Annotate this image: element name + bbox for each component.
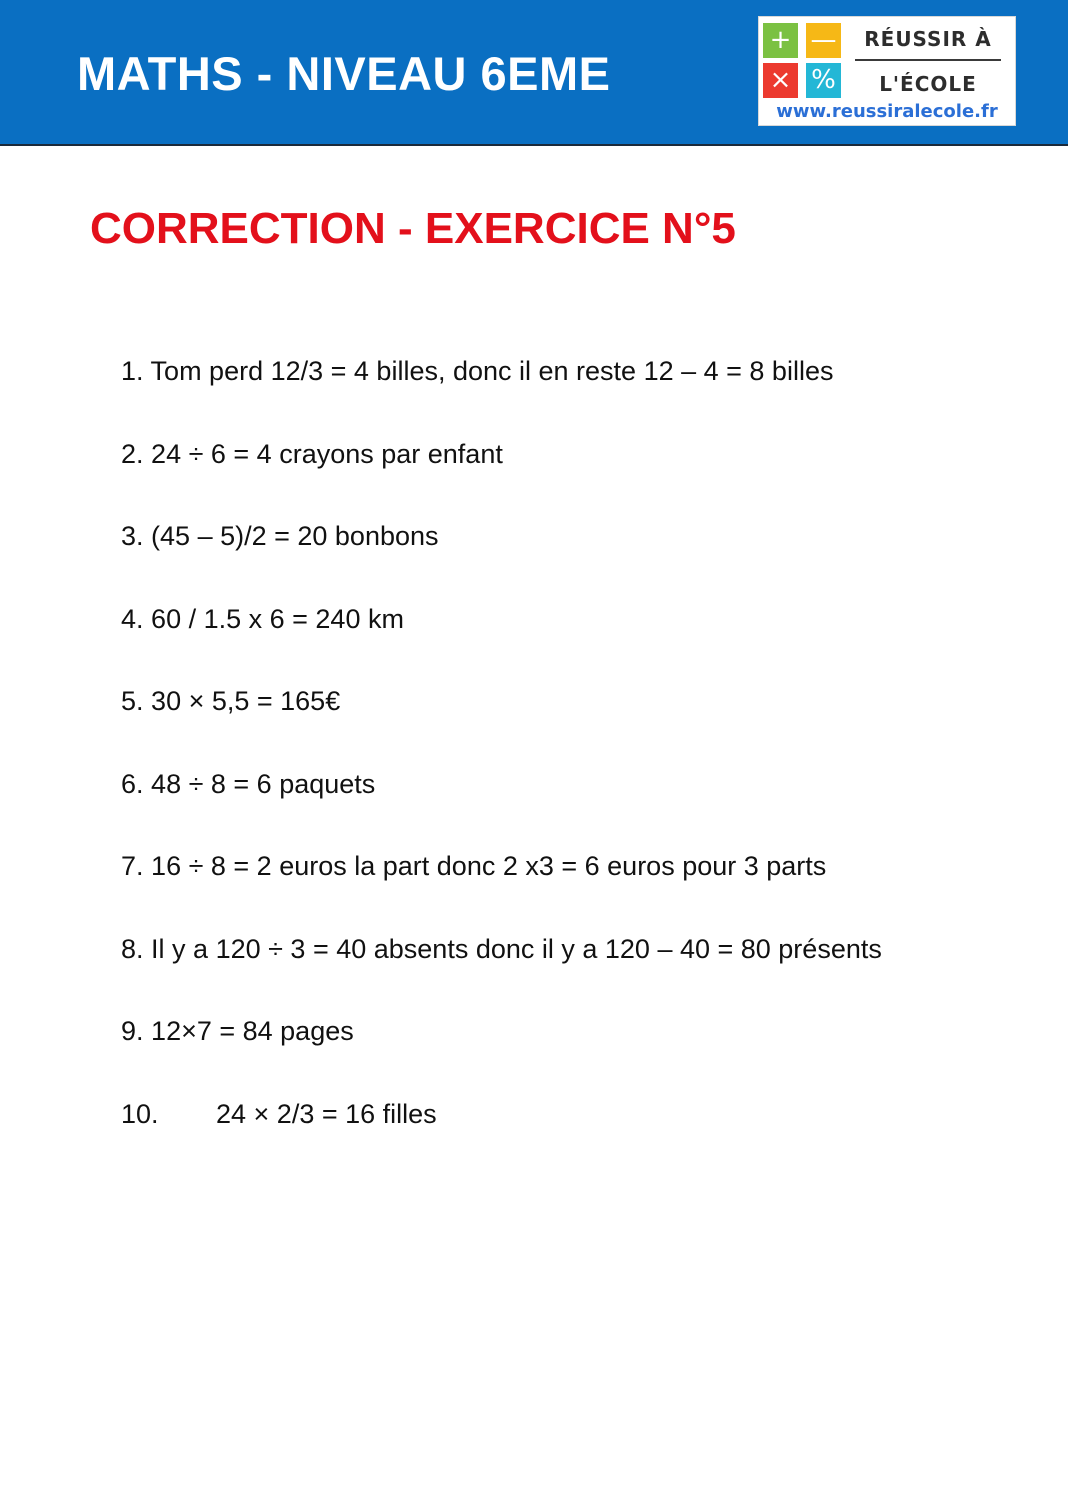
answer-text: Tom perd 12/3 = 4 billes, donc il en reste 12 – 4 = 8 billes: [150, 356, 834, 386]
logo-divider: [855, 59, 1001, 61]
answer-number: 2.: [121, 439, 144, 469]
answer-text: 16 ÷ 8 = 2 euros la part donc 2 x3 = 6 euros pour 3 parts: [151, 851, 827, 881]
answer-item-1: [121, 355, 833, 387]
answer-item-7: [121, 850, 826, 882]
site-logo[interactable]: [758, 16, 1016, 126]
page-title: MATHS - NIVEAU 6EME: [77, 47, 611, 100]
answer-number: 7.: [121, 851, 144, 881]
answer-item-3: [121, 520, 439, 552]
answer-item-9: [121, 1015, 354, 1047]
percent-icon: %: [806, 63, 841, 98]
answer-number: 10.: [121, 1099, 159, 1129]
answer-item-10: [121, 1098, 437, 1130]
answer-item-6: [121, 768, 375, 800]
answer-text: (45 – 5)/2 = 20 bonbons: [151, 521, 439, 551]
answer-text: 24 ÷ 6 = 4 crayons par enfant: [151, 439, 503, 469]
answer-number: 9.: [121, 1016, 144, 1046]
logo-text-line2: L'ÉCOLE: [879, 72, 977, 96]
answer-number: 3.: [121, 521, 144, 551]
answer-text: 60 / 1.5 x 6 = 240 km: [151, 604, 404, 634]
answer-text: 24 × 2/3 = 16 filles: [216, 1099, 437, 1129]
plus-icon: +: [763, 23, 798, 58]
multiply-icon: ×: [763, 63, 798, 98]
answer-number: 8.: [121, 934, 144, 964]
answer-item-5: [121, 685, 340, 717]
logo-url-link[interactable]: www.reussiralecole.fr: [776, 101, 998, 122]
header-banner: [0, 0, 1068, 146]
section-title: CORRECTION - EXERCICE N°5: [90, 204, 736, 253]
logo-text-line1: RÉUSSIR À: [864, 27, 992, 51]
answer-text: Il y a 120 ÷ 3 = 40 absents donc il y a 120 – 40 = 80 présents: [151, 934, 882, 964]
answer-number: 5.: [121, 686, 144, 716]
answer-number: 4.: [121, 604, 144, 634]
answer-item-2: [121, 438, 503, 470]
answer-text: 30 × 5,5 = 165€: [151, 686, 341, 716]
answer-number: 6.: [121, 769, 144, 799]
answer-item-8: [121, 933, 882, 965]
answer-item-4: [121, 603, 404, 635]
minus-icon: —: [806, 23, 841, 58]
answer-text: 12×7 = 84 pages: [151, 1016, 354, 1046]
answer-number: 1.: [121, 356, 144, 386]
answer-text: 48 ÷ 8 = 6 paquets: [151, 769, 376, 799]
